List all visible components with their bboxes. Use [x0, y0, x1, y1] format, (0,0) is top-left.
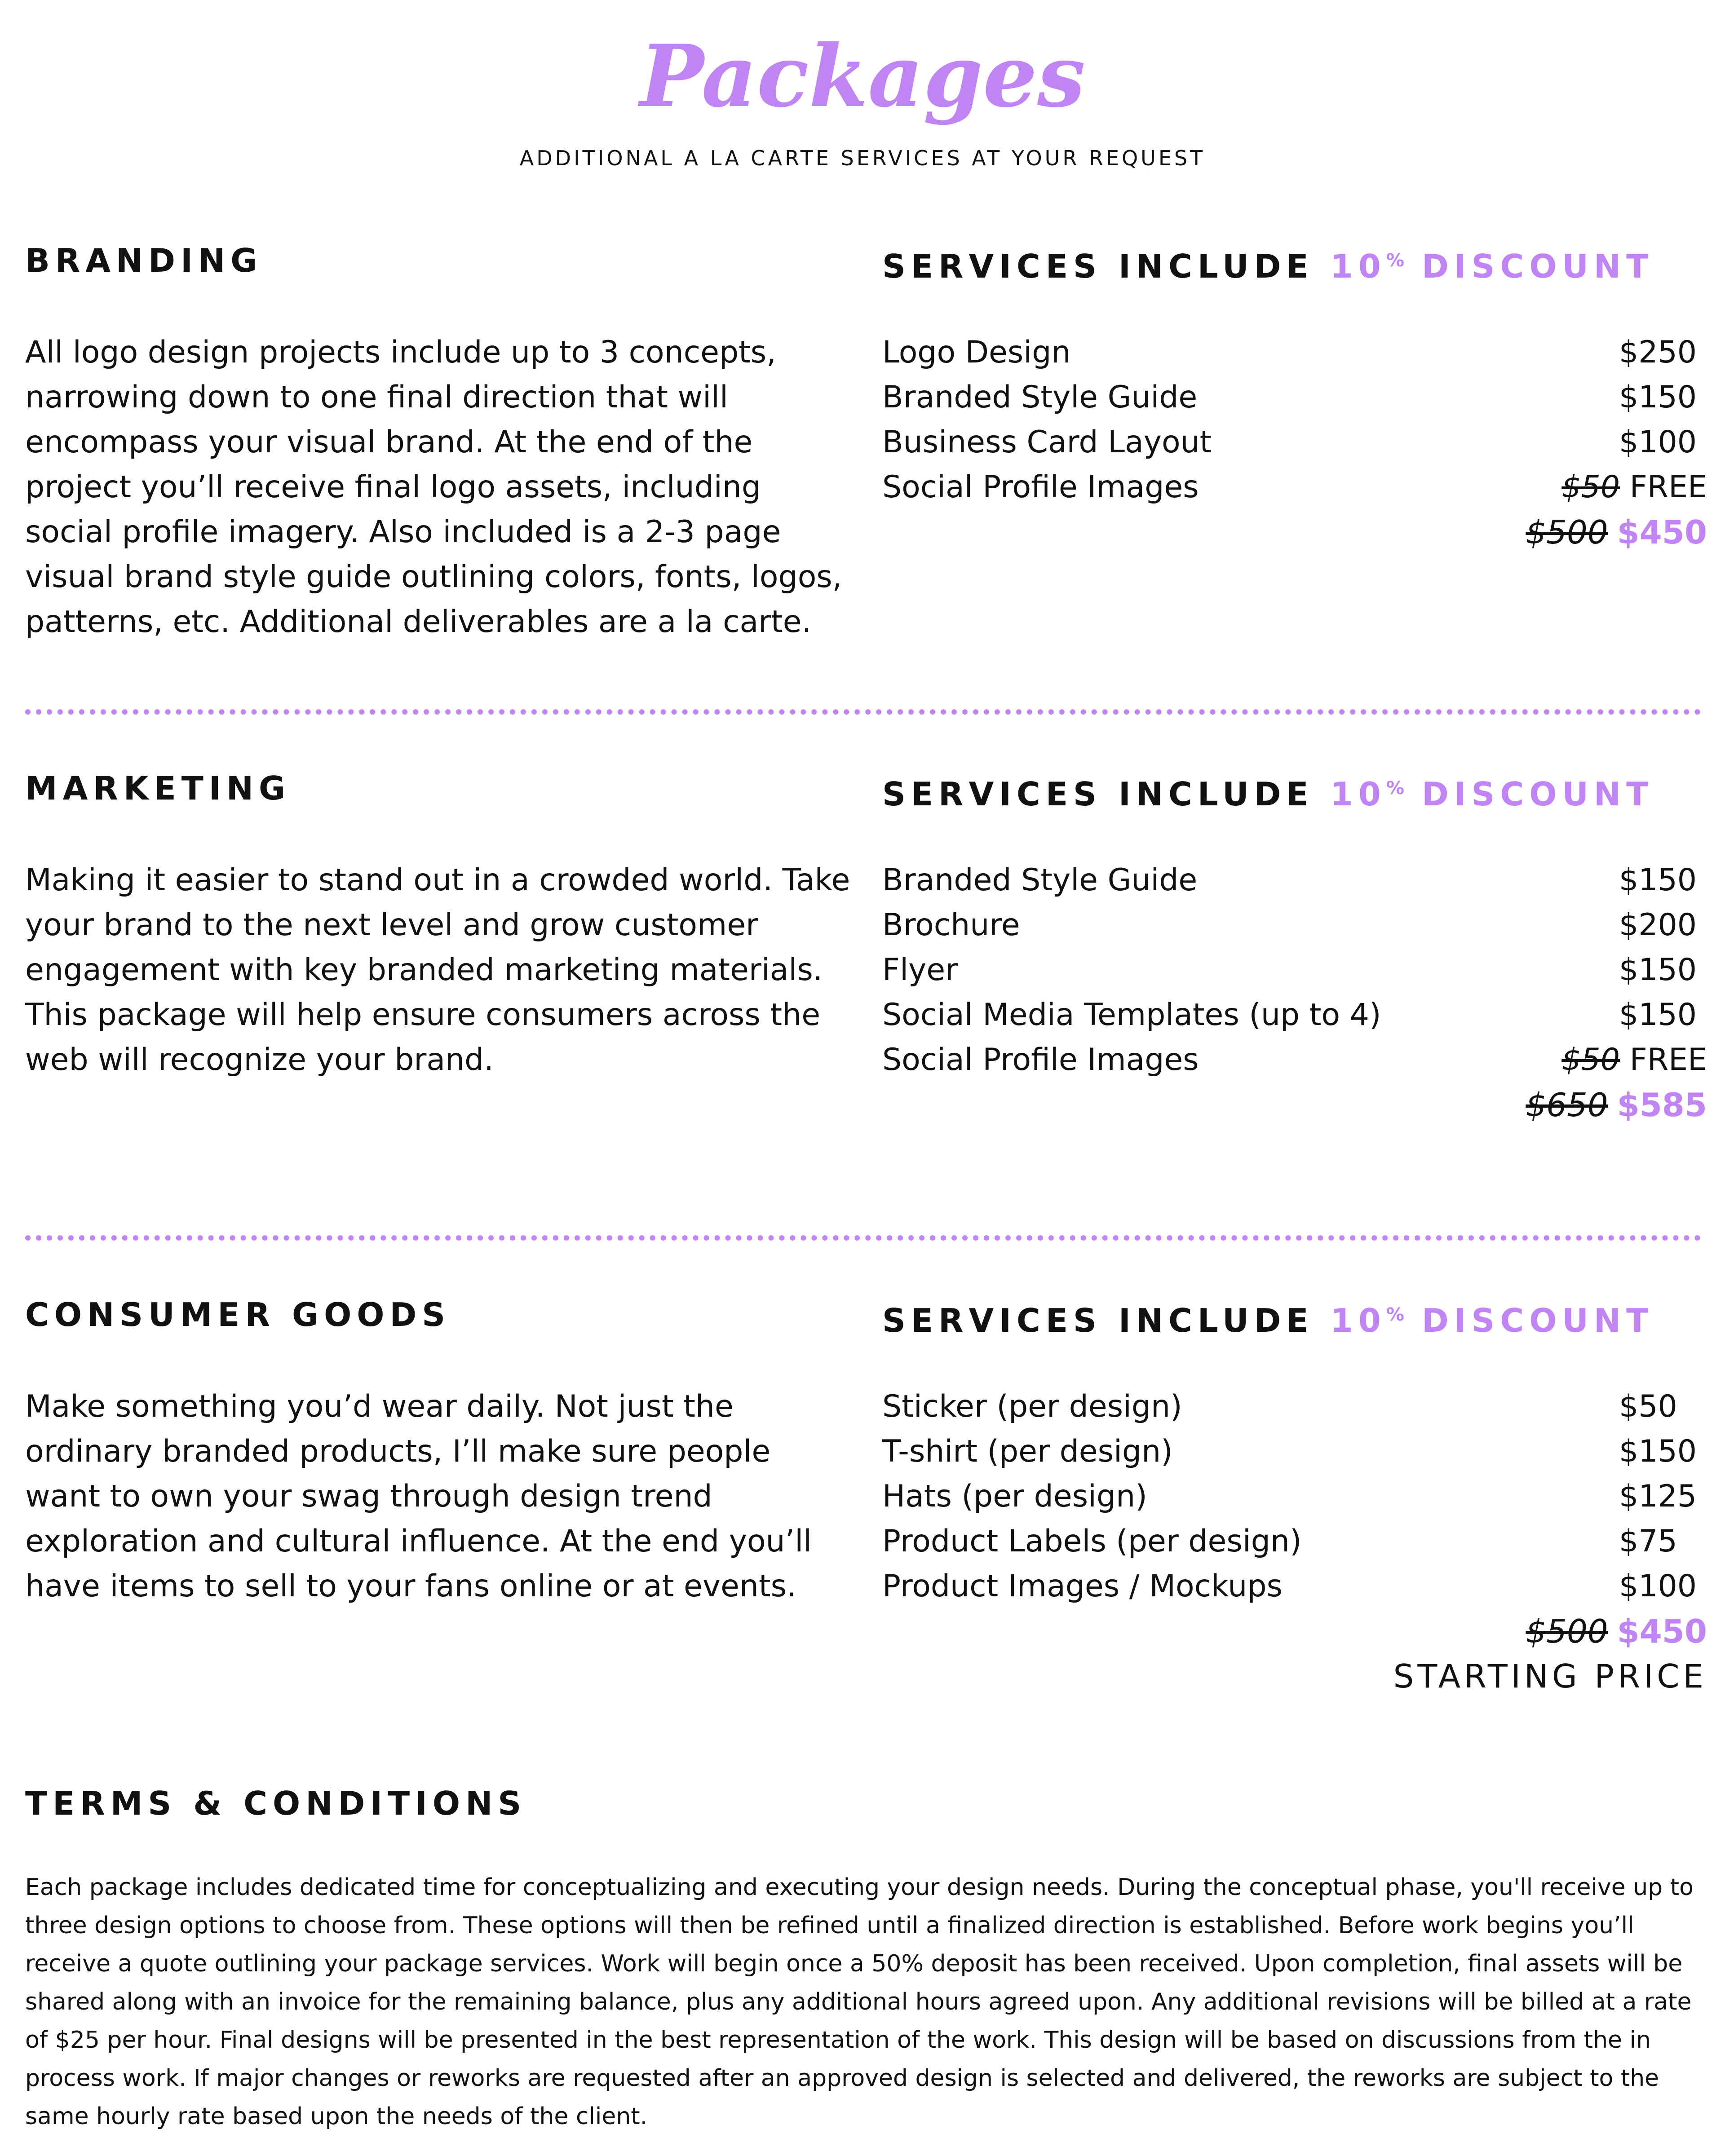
services-heading	[882, 1294, 1654, 1341]
service-name: Business Card Layout	[882, 424, 1212, 460]
service-row	[882, 903, 1707, 948]
service-row	[882, 858, 1707, 903]
service-row	[882, 420, 1707, 465]
service-name: Branded Style Guide	[882, 862, 1198, 898]
section-description: Making it easier to stand out in a crowded world. Take your brand to the next level and grow customer engagement with key branded marketing materials. This package will help ensure consumers across the web will recognize your brand.	[25, 862, 850, 1078]
total-new-price: $450	[1617, 513, 1707, 551]
service-name: T-shirt (per design)	[882, 1434, 1173, 1469]
section-heading: CONSUMER GOODS	[25, 1296, 451, 1334]
old-price: $50	[1561, 469, 1620, 505]
services-label: SERVICES INCLUDE	[882, 1302, 1314, 1339]
service-price: $50 FREE	[1561, 1042, 1707, 1078]
service-price: $125	[1619, 1479, 1697, 1514]
discount-label: 10% DISCOUNT	[1330, 775, 1654, 813]
services-list	[882, 1384, 1707, 1699]
section-description: All logo design projects include up to 3 concepts, narrowing down to one final direction that will encompass your visual brand. At the end of the project you’ll receive final logo assets, including social profile imagery. Also included is a 2-3 page visual brand style guide outlining colors, fonts, logos, patterns, etc. Additional deliverables are a la carte.	[25, 335, 842, 640]
service-name: Sticker (per design)	[882, 1389, 1182, 1424]
service-row	[882, 993, 1707, 1038]
service-name: Logo Design	[882, 335, 1071, 370]
service-row	[882, 1384, 1707, 1429]
services-heading	[882, 240, 1654, 287]
service-name: Product Images / Mockups	[882, 1568, 1283, 1604]
service-row	[882, 1519, 1707, 1564]
service-price: $150	[1619, 997, 1697, 1033]
service-price: $50	[1619, 1389, 1677, 1424]
dotted-divider	[25, 709, 1701, 715]
service-price: $50 FREE	[1561, 469, 1707, 505]
services-label: SERVICES INCLUDE	[882, 775, 1314, 813]
service-price: $100	[1619, 424, 1697, 460]
total-old-price: $650	[1526, 1086, 1608, 1124]
page-subtitle: ADDITIONAL A LA CARTE SERVICES AT YOUR REQUEST	[519, 146, 1206, 170]
service-row	[882, 465, 1707, 510]
package-total	[882, 510, 1707, 555]
service-name: Social Profile Images	[882, 469, 1199, 505]
package-total	[882, 1082, 1707, 1127]
service-name: Hats (per design)	[882, 1479, 1147, 1514]
service-name: Social Profile Images	[882, 1042, 1199, 1078]
section-heading: MARKETING	[25, 769, 291, 807]
terms-heading: TERMS & CONDITIONS	[25, 1785, 527, 1822]
service-name: Product Labels (per design)	[882, 1524, 1302, 1559]
old-price: $50	[1561, 1042, 1620, 1078]
service-row	[882, 1038, 1707, 1082]
service-row	[882, 1474, 1707, 1519]
service-row	[882, 1429, 1707, 1474]
services-list	[882, 858, 1707, 1127]
starting-price-note: STARTING PRICE	[1393, 1657, 1707, 1695]
service-price: $100	[1619, 1568, 1697, 1604]
total-new-price: $450	[1617, 1613, 1707, 1650]
service-name: Social Media Templates (up to 4)	[882, 997, 1381, 1033]
services-heading	[882, 768, 1654, 814]
total-old-price: $500	[1526, 513, 1608, 551]
total-old-price: $500	[1526, 1613, 1608, 1650]
service-price: $150	[1619, 1434, 1697, 1469]
service-price: $150	[1619, 952, 1697, 988]
service-name: Brochure	[882, 907, 1020, 943]
package-total	[882, 1609, 1707, 1654]
service-price: $150	[1619, 380, 1697, 415]
service-price: $75	[1619, 1524, 1677, 1559]
discount-label: 10% DISCOUNT	[1330, 247, 1654, 285]
service-name: Flyer	[882, 952, 958, 988]
discount-label: 10% DISCOUNT	[1330, 1302, 1654, 1339]
section-description: Make something you’d wear daily. Not just the ordinary branded products, I’ll make sure people want to own your swag through design trend exploration and cultural influence. At the end you’ll have items to sell to your fans online or at events.	[25, 1389, 812, 1604]
service-row	[882, 1564, 1707, 1609]
service-row	[882, 330, 1707, 375]
service-price: $150	[1619, 862, 1697, 898]
services-list	[882, 330, 1707, 555]
services-label: SERVICES INCLUDE	[882, 247, 1314, 285]
service-price: $250	[1619, 335, 1697, 370]
total-new-price: $585	[1617, 1086, 1707, 1124]
service-row	[882, 375, 1707, 420]
service-price: $200	[1619, 907, 1697, 943]
page-title: Packages	[639, 26, 1086, 126]
terms-text: Each package includes dedicated time for conceptualizing and executing your design needs. During the conceptual phase, you'll receive up to three design options to choose from. These options will then be refined until a finalized direction is established. Before work begins you’ll receive a quote outlining your package services. Work will begin once a 50% deposit has been received. Upon completion, final assets will be shared along with an invoice for the remaining balance, plus any additional hours agreed upon. Any additional revisions will be billed at a rate of $25 per hour. Final designs will be presented in the best representation of the work. This design will be based on discussions from the in process work. If major changes or reworks are requested after an approved design is selected and delivered, the reworks are subject to the same hourly rate based upon the needs of the client.	[25, 1874, 1694, 2130]
service-name: Branded Style Guide	[882, 380, 1198, 415]
service-row	[882, 948, 1707, 993]
section-heading: BRANDING	[25, 242, 263, 279]
dotted-divider	[25, 1235, 1701, 1241]
